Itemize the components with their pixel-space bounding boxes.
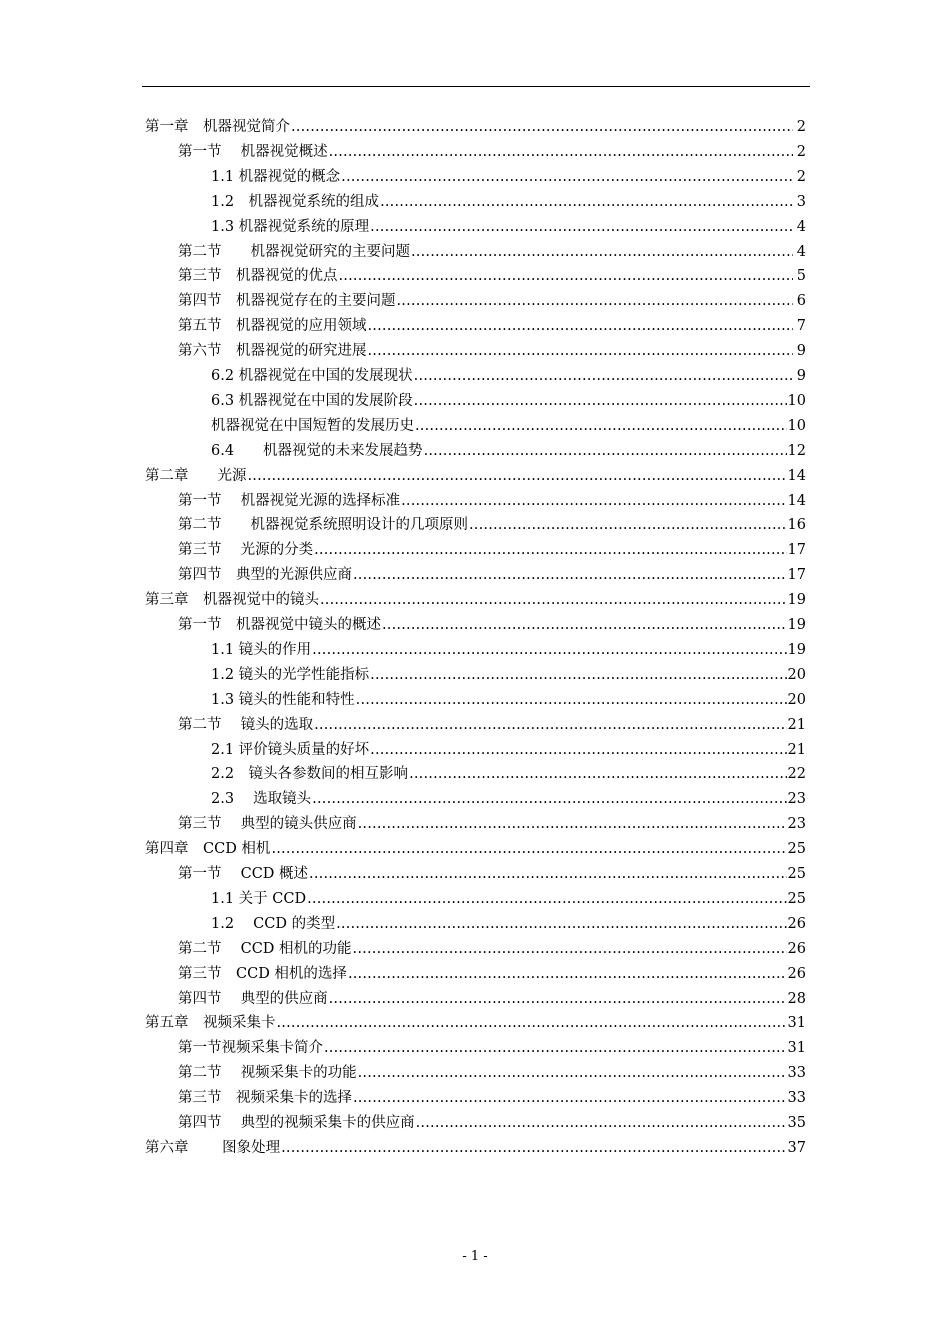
toc-entry-page-number: 23 — [787, 816, 806, 833]
toc-entry-page-number: 6 — [796, 293, 806, 310]
toc-entry[interactable] — [178, 1086, 806, 1111]
toc-entry[interactable] — [178, 314, 806, 339]
toc-leader-dots — [353, 937, 787, 962]
toc-entry-page-number: 2 — [796, 143, 806, 160]
toc-entry[interactable] — [145, 115, 806, 140]
toc-entry-page-number: 19 — [787, 641, 806, 658]
toc-entry-label: 机器视觉在中国短暂的发展历史 — [211, 417, 414, 434]
toc-entry-page-number: 14 — [787, 467, 806, 484]
toc-leader-dots — [291, 115, 793, 140]
toc-entry-page-number: 2 — [796, 168, 806, 185]
toc-leader-dots — [469, 513, 787, 538]
toc-leader-dots — [370, 663, 786, 688]
toc-entry-label: 2.2 镜头各参数间的相互影响 — [211, 766, 409, 783]
toc-leader-dots — [314, 538, 786, 563]
toc-entry[interactable] — [178, 489, 806, 514]
toc-entry-page-number: 4 — [796, 218, 806, 235]
toc-leader-dots — [356, 688, 787, 713]
toc-leader-dots — [307, 887, 786, 912]
toc-entry-label: 第三章 机器视觉中的镜头 — [145, 592, 319, 609]
toc-entry[interactable] — [178, 538, 806, 563]
toc-entry[interactable] — [211, 165, 806, 190]
toc-entry[interactable] — [178, 140, 806, 165]
toc-entry-label: 第二章 光源 — [145, 467, 247, 484]
toc-leader-dots — [411, 240, 793, 265]
toc-leader-dots — [309, 862, 787, 887]
toc-leader-dots — [424, 439, 787, 464]
toc-entry-page-number: 14 — [787, 492, 806, 509]
toc-entry[interactable] — [178, 812, 806, 837]
toc-entry-label: 第一节 CCD 概述 — [178, 866, 309, 882]
toc-entry-page-number: 25 — [787, 841, 806, 858]
toc-leader-dots — [320, 588, 787, 613]
toc-entry-label: 1.2 CCD 的类型 — [211, 915, 336, 932]
toc-leader-dots — [277, 1011, 787, 1036]
toc-entry[interactable] — [211, 364, 806, 389]
toc-leader-dots — [339, 264, 794, 289]
toc-entry[interactable] — [211, 787, 806, 812]
toc-entry-page-number: 25 — [787, 890, 806, 907]
toc-leader-dots — [353, 1086, 787, 1111]
header-rule — [142, 86, 810, 87]
toc-entry-label: 第四节 典型的光源供应商 — [178, 567, 352, 584]
toc-entry-page-number: 22 — [787, 766, 806, 783]
toc-entry[interactable] — [211, 439, 806, 464]
toc-entry-label: 1.1 机器视觉的概念 — [211, 168, 341, 185]
toc-leader-dots — [380, 190, 793, 215]
toc-entry[interactable] — [178, 339, 806, 364]
toc-entry-page-number: 26 — [787, 940, 806, 957]
toc-leader-dots — [248, 464, 787, 489]
page-number: - 1 - — [462, 1249, 488, 1264]
toc-entry-label: 6.2 机器视觉在中国的发展现状 — [211, 368, 413, 384]
toc-entry-page-number: 7 — [796, 318, 806, 335]
toc-leader-dots — [358, 1061, 787, 1086]
toc-leader-dots — [370, 738, 786, 763]
toc-entry-label: 1.3 机器视觉系统的原理 — [211, 218, 370, 235]
toc-entry-page-number: 37 — [787, 1139, 806, 1156]
toc-entry-label: 第三节 典型的镜头供应商 — [178, 816, 357, 833]
toc-entry-page-number: 28 — [787, 990, 806, 1007]
toc-entry-page-number: 3 — [796, 193, 806, 210]
toc-entry-label: 第一节 机器视觉中镜头的概述 — [178, 617, 381, 633]
toc-entry[interactable] — [178, 937, 806, 962]
toc-leader-dots — [329, 987, 787, 1012]
toc-entry-label: 第二节 视频采集卡的功能 — [178, 1065, 357, 1082]
toc-entry-page-number: 5 — [796, 268, 806, 285]
toc-entry-page-number: 10 — [787, 417, 806, 434]
toc-entry-page-number: 20 — [787, 666, 806, 683]
toc-entry[interactable] — [178, 1111, 806, 1136]
toc-entry[interactable] — [178, 862, 806, 887]
toc-entry-page-number: 4 — [796, 243, 806, 260]
toc-entry-label: 第四节 典型的供应商 — [178, 990, 328, 1007]
toc-entry-page-number: 17 — [787, 542, 806, 559]
toc-leader-dots — [382, 613, 787, 638]
toc-leader-dots — [353, 563, 787, 588]
toc-entry[interactable] — [211, 190, 806, 215]
toc-entry[interactable] — [178, 1061, 806, 1086]
toc-entry-label: 第四节 典型的视频采集卡的供应商 — [178, 1115, 415, 1131]
toc-entry[interactable] — [145, 837, 806, 862]
toc-entry-label: 2.3 选取镜头 — [211, 791, 312, 808]
toc-leader-dots — [358, 812, 787, 837]
toc-entry-page-number: 31 — [787, 1015, 806, 1032]
toc-entry-page-number: 10 — [787, 392, 806, 409]
toc-entry[interactable] — [211, 414, 806, 439]
toc-entry[interactable] — [178, 613, 806, 638]
toc-entry[interactable] — [145, 1136, 806, 1161]
toc-entry-label: 第一节 机器视觉光源的选择标准 — [178, 492, 401, 509]
toc-leader-dots — [336, 912, 786, 937]
toc-leader-dots — [415, 414, 787, 439]
toc-entry[interactable] — [178, 1036, 806, 1061]
toc-entry-page-number: 17 — [787, 567, 806, 584]
toc-entry[interactable] — [211, 912, 806, 937]
toc-entry-label: 6.3 机器视觉在中国的发展阶段 — [211, 392, 413, 409]
toc-entry-page-number: 35 — [787, 1115, 806, 1131]
toc-entry-label: 第二节 机器视觉研究的主要问题 — [178, 243, 410, 260]
toc-entry-label: 1.2 机器视觉系统的组成 — [211, 193, 380, 210]
toc-leader-dots — [312, 787, 786, 812]
toc-entry-label: 1.1 关于 CCD — [211, 890, 307, 907]
toc-entry-label: 第二节 CCD 相机的功能 — [178, 940, 352, 957]
toc-leader-dots — [312, 638, 786, 663]
toc-entry-page-number: 23 — [787, 791, 806, 808]
toc-entry[interactable] — [211, 215, 806, 240]
toc-entry[interactable] — [211, 887, 806, 912]
toc-leader-dots — [416, 1111, 787, 1136]
toc-leader-dots — [370, 215, 793, 240]
toc-entry[interactable] — [211, 688, 806, 713]
toc-entry-page-number: 33 — [787, 1090, 806, 1107]
toc-entry[interactable] — [145, 464, 806, 489]
toc-entry-page-number: 25 — [787, 866, 806, 882]
toc-leader-dots — [368, 314, 794, 339]
toc-entry[interactable] — [178, 264, 806, 289]
toc-entry-label: 1.2 镜头的光学性能指标 — [211, 666, 370, 683]
toc-entry[interactable] — [178, 962, 806, 987]
toc-leader-dots — [409, 762, 786, 787]
toc-entry[interactable] — [178, 513, 806, 538]
toc-entry-page-number: 12 — [787, 442, 806, 459]
toc-entry-label: 第六章 图象处理 — [145, 1139, 281, 1156]
toc-entry[interactable] — [178, 240, 806, 265]
toc-entry-label: 第二节 机器视觉系统照明设计的几项原则 — [178, 517, 468, 534]
toc-entry-label: 第三节 视频采集卡的选择 — [178, 1090, 352, 1107]
toc-entry[interactable] — [211, 762, 806, 787]
toc-leader-dots — [397, 289, 794, 314]
toc-entry-label: 第四章 CCD 相机 — [145, 841, 271, 858]
toc-entry[interactable] — [178, 563, 806, 588]
toc-leader-dots — [271, 837, 786, 862]
toc-entry[interactable] — [211, 389, 806, 414]
toc-entry-page-number: 19 — [787, 592, 806, 609]
toc-leader-dots — [314, 713, 786, 738]
toc-entry-label: 1.1 镜头的作用 — [211, 641, 312, 658]
toc-entry[interactable] — [211, 638, 806, 663]
toc-entry-label: 1.3 镜头的性能和特性 — [211, 691, 355, 708]
toc-entry-page-number: 9 — [796, 368, 806, 384]
toc-leader-dots — [281, 1136, 786, 1161]
toc-entry-page-number: 20 — [787, 691, 806, 708]
toc-entry-page-number: 26 — [787, 965, 806, 982]
toc-entry-label: 6.4 机器视觉的未来发展趋势 — [211, 442, 423, 459]
toc-entry-label: 第三节 CCD 相机的选择 — [178, 965, 347, 982]
toc-entry-page-number: 21 — [787, 716, 806, 733]
toc-entry-page-number: 9 — [796, 343, 806, 360]
toc-entry[interactable] — [145, 588, 806, 613]
toc-leader-dots — [414, 389, 787, 414]
toc-entry[interactable] — [145, 1011, 806, 1036]
toc-entry-label: 第三节 机器视觉的优点 — [178, 268, 338, 285]
toc-entry-label: 第一节 机器视觉概述 — [178, 143, 328, 160]
toc-entry-label: 第六节 机器视觉的研究进展 — [178, 343, 367, 360]
toc-entry-label: 第二节 镜头的选取 — [178, 716, 314, 733]
toc-entry-page-number: 26 — [787, 915, 806, 932]
toc-entry-label: 第一节视频采集卡简介 — [178, 1040, 323, 1057]
toc-entry-page-number: 19 — [787, 617, 806, 633]
toc-leader-dots — [324, 1036, 787, 1061]
toc-entry[interactable] — [178, 987, 806, 1012]
toc-entry-page-number: 21 — [787, 741, 806, 758]
toc-entry-page-number: 31 — [787, 1040, 806, 1057]
toc-leader-dots — [368, 339, 794, 364]
toc-entry-label: 第三节 光源的分类 — [178, 542, 314, 559]
toc-entry[interactable] — [178, 289, 806, 314]
toc-entry-page-number: 2 — [796, 119, 806, 135]
toc-entry-page-number: 16 — [787, 517, 806, 534]
toc-entry-label: 第四节 机器视觉存在的主要问题 — [178, 293, 396, 310]
toc-entry-label: 2.1 评价镜头质量的好坏 — [211, 741, 370, 758]
toc-entry-label: 第一章 机器视觉简介 — [145, 119, 290, 135]
toc-entry[interactable] — [178, 713, 806, 738]
toc-leader-dots — [348, 962, 787, 987]
toc-entry[interactable] — [211, 738, 806, 763]
toc-leader-dots — [414, 364, 793, 389]
toc-leader-dots — [401, 489, 786, 514]
toc-entry-label: 第五章 视频采集卡 — [145, 1015, 276, 1032]
toc-entry[interactable] — [211, 663, 806, 688]
toc-entry-page-number: 33 — [787, 1065, 806, 1082]
toc-leader-dots — [329, 140, 793, 165]
toc-entry-label: 第五节 机器视觉的应用领域 — [178, 318, 367, 335]
toc-leader-dots — [341, 165, 793, 190]
